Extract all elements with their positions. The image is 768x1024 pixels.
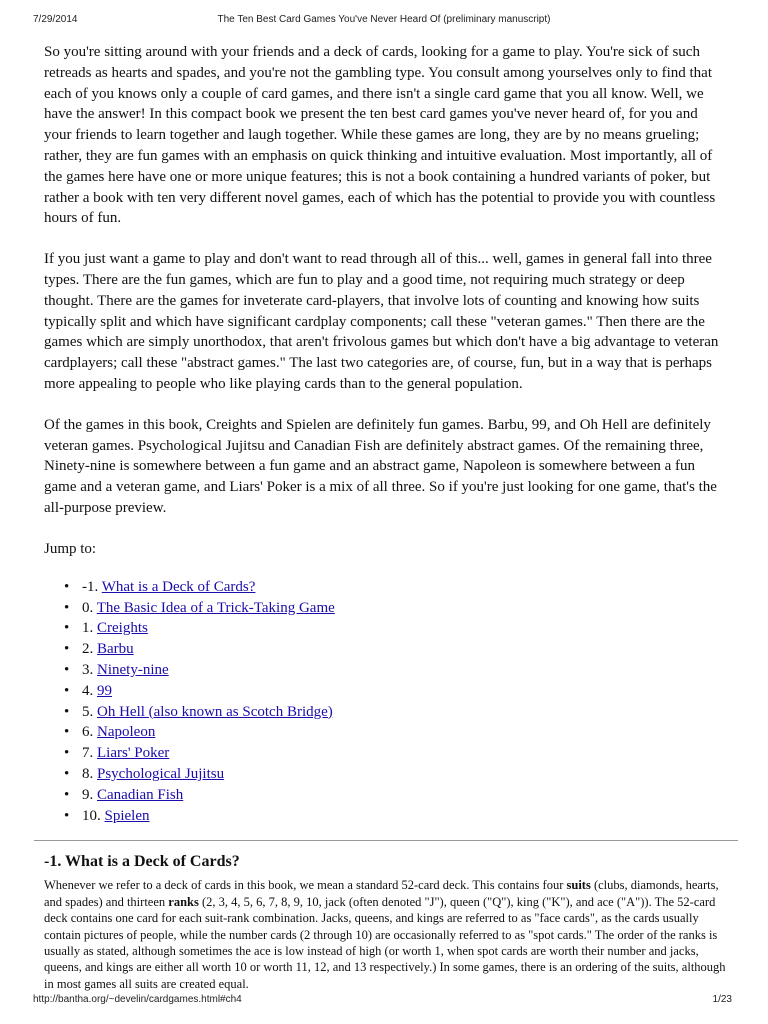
toc-link-ninety-nine[interactable]: Ninety-nine (97, 661, 169, 678)
toc-number: 7. (82, 745, 94, 762)
print-footer (0, 994, 768, 1008)
intro-paragraph-1: So you're sitting around with your friends and a deck of cards, looking for a game to play. You're sick of such retreads as hearts and spades, and you're not the gambling type. You consult among yourselves only to find that each of you knows only a couple of card games, and there isn't a single card game that you all know. Well, we have the answer! In this compact book we present the ten best card games you've never heard of, for you and your friends to learn together and laugh together. While these games are long, they are by no means grueling; rather, they are fun games with an emphasis on quick thinking and intuitive evaluation. Most importantly, all of the games here have one or more unique features; this is not a book containing a hundred variants of poker, but rather a book with ten very different novel games, each of which has the potential to provide you with countless hours of fun. (44, 44, 716, 227)
intro-paragraph-3: Of the games in this book, Creights and Spielen are definitely fun games. Barbu, 99, and Oh Hell are definitely veteran games. Psychological Jujitsu and Canadian Fish are definitely abstract games. Of the remaining three, Ninety-nine is somewhere between a fun game and an abstract game, Napoleon is somewhere between a fun game and a veteran game, and Liars' Poker is a mix of all three. So if you're just looking for one game, that's the all-purpose preview. (44, 416, 717, 516)
section-paragraph (44, 877, 728, 992)
toc-link-psychological-jujitsu[interactable]: Psychological Jujitsu (97, 765, 225, 782)
toc-number: 8. (82, 765, 94, 782)
toc-number: 6. (82, 724, 94, 741)
jump-to-label: Jump to: (44, 540, 97, 557)
toc-item (64, 785, 728, 806)
page-url: http://bantha.org/~develin/cardgames.html#ch4 (33, 994, 242, 1005)
toc-item (64, 639, 728, 660)
print-date: 7/29/2014 (33, 14, 78, 25)
intro-paragraph-2: If you just want a game to play and don't want to read through all of this... well, games in general fall into three types. There are the fun games, which are fun to play and a good time, not requiring much strategy or deep thought. There are the games for inveterate card-players, that involve lots of counting and knowing how suits typically split and which have significant cardplay components; call these "veteran games." Then there are the games which are simply unorthodox, that aren't frivolous games but which don't have a big advantage to veteran cardplayers; call these "abstract games." The last two categories are, of course, fun, but in a way that is perhaps more appealing to people who like playing cards than to the general population. (44, 251, 719, 392)
toc-link-deck-of-cards[interactable]: What is a Deck of Cards? (101, 578, 256, 595)
toc-number: 1. (82, 620, 94, 637)
toc-link-creights[interactable]: Creights (97, 620, 148, 637)
toc-number: 5. (82, 703, 94, 720)
toc-number: 3. (82, 661, 94, 678)
term-ranks: ranks (168, 894, 199, 909)
section-text-part: Whenever we refer to a deck of cards in this book, we mean a standard 52-card deck. This contains four (44, 878, 567, 893)
intro-section (44, 42, 728, 519)
document-title: The Ten Best Card Games You've Never Heard Of (preliminary manuscript) (217, 14, 551, 25)
toc-number: 2. (82, 641, 94, 658)
toc-number: 9. (82, 786, 94, 803)
toc-item (64, 702, 728, 723)
toc-link-barbu[interactable]: Barbu (97, 641, 134, 658)
term-suits: suits (566, 878, 591, 893)
toc-item (64, 660, 728, 681)
toc-link-99[interactable]: 99 (97, 682, 112, 699)
toc-item (64, 618, 728, 639)
section-divider (34, 840, 738, 841)
toc-item (64, 743, 728, 764)
toc-number: -1. (82, 578, 99, 595)
toc-item (64, 681, 728, 702)
toc-link-canadian-fish[interactable]: Canadian Fish (97, 786, 184, 803)
page-content (44, 42, 728, 992)
toc-link-napoleon[interactable]: Napoleon (97, 724, 156, 741)
toc-item (64, 598, 728, 619)
toc-link-trick-taking[interactable]: The Basic Idea of a Trick-Taking Game (96, 599, 335, 616)
section-text-part: (2, 3, 4, 5, 6, 7, 8, 9, 10, jack (often denoted "J"), queen ("Q"), king ("K"), and ace ("A")). The 52-card deck contains one card for each suit-rank combination. Jacks, queens, and kings are referred to as "face cards", as the cards usually contain pictures of people, while the number cards (2 through 10) are occasionally referred to as "spot cards." The order of the ranks is usually as stated, although sometimes the ace is low instead of high (or worth 1, when spot cards are worth their number and jacks, queens, and kings are either all worth 10 or worth 11, 12, and 13 respectively.) In some games, there is an ordering of the suits, although in most games all suits are created equal. (44, 894, 726, 991)
section-text-part: (clubs, diamonds, hearts, and spades) and thirteen (44, 878, 719, 909)
toc-item (64, 806, 728, 827)
toc-link-spielen[interactable]: Spielen (104, 807, 150, 824)
table-of-contents (44, 577, 728, 827)
toc-number: 4. (82, 682, 94, 699)
toc-link-liars-poker[interactable]: Liars' Poker (97, 745, 170, 762)
toc-item (64, 764, 728, 785)
toc-link-oh-hell[interactable]: Oh Hell (also known as Scotch Bridge) (97, 703, 333, 720)
toc-number: 0. (82, 599, 94, 616)
section-heading: -1. What is a Deck of Cards? (44, 853, 240, 871)
page-number: 1/23 (712, 994, 732, 1005)
toc-item (64, 577, 728, 598)
print-header (0, 14, 768, 28)
toc-number: 10. (82, 807, 101, 824)
toc-item (64, 722, 728, 743)
